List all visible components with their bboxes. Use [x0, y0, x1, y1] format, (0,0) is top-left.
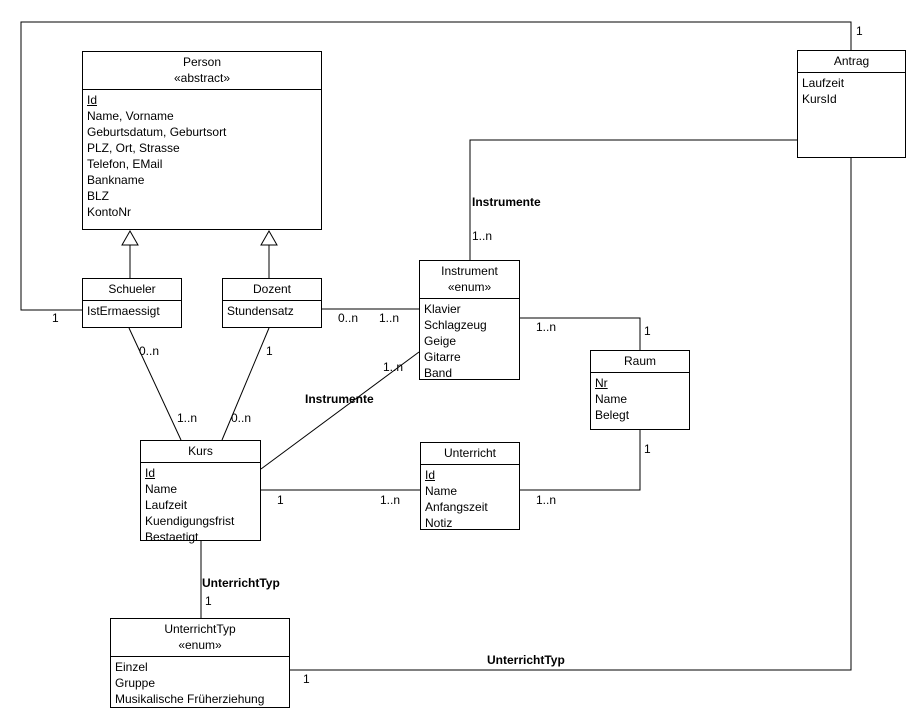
attribute: Notiz — [425, 516, 453, 530]
multiplicity-instrument-raum-instrument-end: 1..n — [536, 320, 557, 334]
class-name: Instrument — [441, 264, 498, 278]
attribute: Name — [145, 482, 178, 496]
class-name: Kurs — [188, 444, 213, 458]
multiplicity-schueler-kurs-schueler-end: 0..n — [139, 344, 160, 358]
generalization-arrow-schueler-icon — [122, 231, 138, 245]
attribute: Nr — [595, 376, 608, 390]
multiplicity-unterricht-raum-unterricht-end: 1..n — [536, 493, 557, 507]
class-name: Raum — [623, 354, 656, 368]
multiplicity-dozent-kurs-kurs-end: 0..n — [231, 411, 252, 425]
multiplicity-kurs-unterricht-kurs-end: 1 — [277, 493, 284, 507]
class-stereotype: «enum» — [178, 638, 222, 652]
association-name-unterrichttyp-kurs: UnterrichtTyp — [202, 576, 280, 590]
class-unterrichttyp-attributes — [111, 657, 289, 709]
multiplicity-unterrichttyp-antrag-unterrichttyp-end: 1 — [303, 672, 310, 686]
class-person-attributes — [83, 90, 321, 222]
attribute: PLZ, Ort, Strasse — [87, 141, 180, 155]
class-antrag-header — [798, 51, 905, 73]
class-antrag[interactable] — [797, 50, 906, 158]
class-kurs[interactable] — [140, 440, 261, 544]
attribute: Einzel — [115, 660, 148, 674]
attribute: Geige — [424, 334, 457, 348]
association-name-instrumente-antrag: Instrumente — [472, 195, 541, 209]
class-unterrichttyp-header — [111, 619, 289, 657]
attribute: Laufzeit — [802, 76, 845, 90]
class-schueler-attributes — [83, 301, 181, 321]
class-unterrichttyp[interactable] — [110, 618, 290, 708]
class-raum-header — [591, 351, 689, 373]
multiplicity-schueler-kurs-kurs-end: 1..n — [177, 411, 198, 425]
class-dozent-attributes — [223, 301, 321, 321]
class-name: Unterricht — [443, 446, 496, 460]
class-instrument-attributes — [420, 299, 519, 383]
attribute: Name, Vorname — [87, 109, 174, 123]
attribute: Band — [424, 366, 453, 380]
class-name: UnterrichtTyp — [164, 622, 236, 636]
class-instrument[interactable] — [419, 260, 520, 380]
attribute: Geburtsdatum, Geburtsort — [87, 125, 227, 139]
attribute: Kuendigungsfrist — [145, 514, 235, 528]
class-raum[interactable] — [590, 350, 690, 430]
multiplicity-kurs-unterricht-unterricht-end: 1..n — [380, 493, 401, 507]
multiplicity-schueler-antrag-schueler-end: 1 — [52, 311, 59, 325]
attribute: Musikalische Früherziehung — [115, 692, 265, 706]
attribute: Name — [595, 392, 628, 406]
multiplicity-schueler-antrag-antrag-end: 1 — [856, 24, 863, 38]
class-unterricht[interactable] — [420, 442, 520, 530]
multiplicity-kurs-instrument-instrument-end: 1..n — [383, 360, 404, 374]
class-name: Schueler — [108, 282, 156, 296]
attribute: Id — [425, 468, 436, 482]
class-kurs-attributes — [141, 463, 260, 547]
multiplicity-unterricht-raum-raum-end: 1 — [644, 442, 651, 456]
association-name-unterrichttyp-antrag: UnterrichtTyp — [487, 653, 565, 667]
class-dozent-header — [223, 279, 321, 301]
class-name: Dozent — [252, 282, 292, 296]
class-person[interactable] — [82, 51, 322, 230]
attribute: Laufzeit — [145, 498, 188, 512]
association-unterrichttyp-antrag — [290, 158, 851, 670]
class-antrag-attributes — [798, 73, 905, 109]
attribute: Bestaetigt — [145, 530, 199, 544]
association-name-instrumente-kurs: Instrumente — [305, 392, 374, 406]
attribute: Klavier — [424, 302, 461, 316]
attribute: BLZ — [87, 189, 110, 203]
class-stereotype: «abstract» — [173, 71, 231, 85]
class-instrument-header — [420, 261, 519, 299]
multiplicity-dozent-kurs-dozent-end: 1 — [266, 344, 273, 358]
generalization-arrow-dozent-icon — [261, 231, 277, 245]
class-dozent[interactable] — [222, 278, 322, 328]
attribute: KursId — [802, 92, 837, 106]
attribute: Bankname — [87, 173, 145, 187]
attribute: Name — [425, 484, 458, 498]
attribute: Id — [87, 93, 98, 107]
attribute: Stundensatz — [227, 304, 294, 318]
attribute: Gitarre — [424, 350, 461, 364]
attribute: Belegt — [595, 408, 630, 422]
class-schueler[interactable] — [82, 278, 182, 328]
association-unterricht-raum — [520, 430, 640, 490]
class-unterricht-attributes — [421, 465, 519, 533]
class-schueler-header — [83, 279, 181, 301]
attribute: KontoNr — [87, 205, 132, 219]
class-name: Antrag — [833, 54, 870, 68]
multiplicity-instrument-raum-raum-end: 1 — [644, 324, 651, 338]
class-unterricht-header — [421, 443, 519, 465]
multiplicity-dozent-instrument-instrument-end: 1..n — [379, 311, 400, 325]
class-name: Person — [182, 55, 222, 69]
class-raum-attributes — [591, 373, 689, 425]
multiplicity-kurs-unterrichttyp-unterrichttyp-end: 1 — [205, 594, 212, 608]
attribute: Anfangszeit — [425, 500, 488, 514]
attribute: Schlagzeug — [424, 318, 487, 332]
class-person-header — [83, 52, 321, 90]
attribute: Id — [145, 466, 156, 480]
attribute: Telefon, EMail — [87, 157, 163, 171]
multiplicity-instrument-antrag-instrument-end: 1..n — [472, 229, 493, 243]
class-stereotype: «enum» — [447, 280, 492, 294]
class-kurs-header — [141, 441, 260, 463]
multiplicity-dozent-instrument-dozent-end: 0..n — [338, 311, 359, 325]
attribute: Gruppe — [115, 676, 156, 690]
attribute: IstErmaessigt — [87, 304, 160, 318]
